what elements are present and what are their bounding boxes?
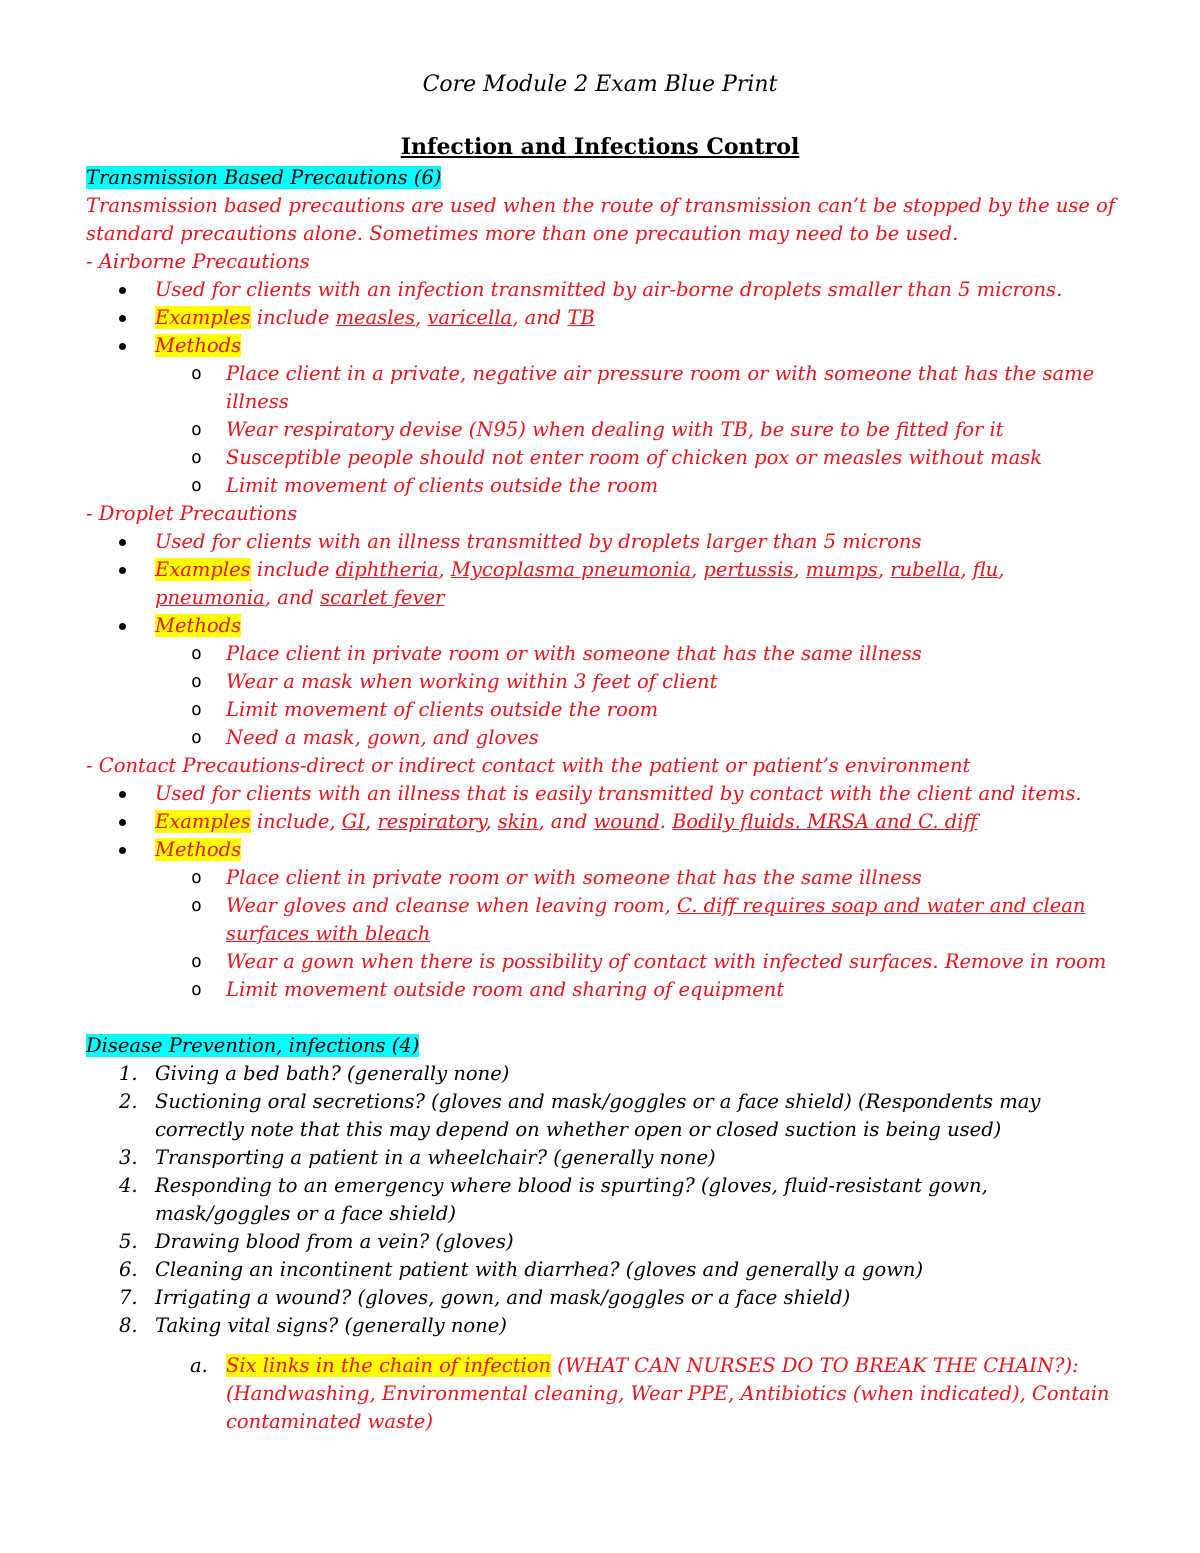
droplet-title: - Droplet Precautions <box>86 502 298 525</box>
contact-methods-list <box>155 864 1126 1004</box>
list-item: 4. Responding to an emergency where blood is spurting? (gloves, fluid-resistant gown, mask/goggles or a face shield) <box>119 1174 988 1225</box>
airborne-title: - Airborne Precautions <box>86 250 310 273</box>
contact-methods: Methods o Place client in private room or with someone that has the same illness o Wear gloves and cleanse when leaving room, C. diff requires soap and water and clean surfaces with bleach o Wear a gown when there is possibility of contact with infected surfaces. Remove in room o Limit movement outside room and sharing of equipment <box>155 836 1126 1004</box>
list-item: o Wear a gown when there is possibility of contact with infected surfaces. Remove in room <box>226 948 1126 976</box>
airborne-methods-list <box>155 360 1126 500</box>
dp-title: Disease Prevention, infections (4) <box>86 1034 420 1057</box>
droplet-examples: Examples include diphtheria, Mycoplasma pneumonia, pertussis, mumps, rubella, flu, pneumonia, and scarlet fever <box>155 556 1126 612</box>
list-item: 6. Cleaning an incontinent patient with diarrhea? (gloves and generally a gown) <box>119 1258 924 1281</box>
droplet-methods: Methods o Place client in private room or with someone that has the same illness o Wear a mask when working within 3 feet of client o Limit movement of clients outside the room o Need a mask, gown, and gloves <box>155 612 1126 752</box>
list-item: o Place client in private room or with someone that has the same illness <box>226 640 1126 668</box>
tbp-intro: Transmission based precautions are used when the route of transmission can’t be stopped by the use of standard precautions alone. Sometimes more than one precaution may need to be used. <box>86 194 1116 245</box>
airborne-list <box>86 276 1126 500</box>
list-item: o Limit movement of clients outside the room <box>226 472 1126 500</box>
airborne-examples: Examples include measles, varicella, and TB <box>155 304 1126 332</box>
list-item: o Need a mask, gown, and gloves <box>226 724 1126 752</box>
tbp-title: Transmission Based Precautions (6) <box>86 166 442 189</box>
list-item: 2. Suctioning oral secretions? (gloves and mask/goggles or a face shield) (Respondents may correctly note that this may depend on whether open or closed suction is being used) <box>119 1090 1041 1141</box>
list-item: o Wear gloves and cleanse when leaving room, C. diff requires soap and water and clean surfaces with bleach <box>226 892 1126 948</box>
droplet-used-for: Used for clients with an illness transmitted by droplets larger than 5 microns <box>155 528 1126 556</box>
contact-used-for: Used for clients with an illness that is easily transmitted by contact with the client and items. <box>155 780 1126 808</box>
dp-list <box>86 1060 1126 1340</box>
list-item: o Wear a mask when working within 3 feet of client <box>226 668 1126 696</box>
contact-list <box>86 780 1126 1004</box>
airborne-methods: Methods o Place client in a private, negative air pressure room or with someone that has the same illness o Wear respiratory devise (N95) when dealing with TB, be sure to be fitted for it o Susceptible people should not enter room of chicken pox or measles without mask o Limit movement of clients outside the room <box>155 332 1126 500</box>
contact-examples: Examples include, GI, respiratory, skin, and wound. Bodily fluids. MRSA and C. diff <box>155 808 1126 836</box>
list-item: 8. Taking vital signs? (generally none) <box>119 1314 507 1337</box>
document-title: Core Module 2 Exam Blue Print <box>422 72 778 97</box>
droplet-methods-list <box>155 640 1126 752</box>
chain-of-infection-item: a. Six links in the chain of infection (WHAT CAN NURSES DO TO BREAK THE CHAIN?): (Handwashing, Environmental cleaning, Wear PPE, Antibiotics (when indicated), Contain contaminated waste) <box>190 1354 1110 1433</box>
list-item: o Susceptible people should not enter room of chicken pox or measles without mask <box>226 444 1126 472</box>
list-item: 7. Irrigating a wound? (gloves, gown, and mask/goggles or a face shield) <box>119 1286 851 1309</box>
list-item: o Wear respiratory devise (N95) when dealing with TB, be sure to be fitted for it <box>226 416 1126 444</box>
droplet-list <box>86 528 1126 752</box>
contact-title: - Contact Precautions-direct or indirect contact with the patient or patient’s environment <box>86 754 971 777</box>
list-item: o Limit movement of clients outside the room <box>226 696 1126 724</box>
list-item: 1. Giving a bed bath? (generally none) <box>119 1062 510 1085</box>
list-item: 5. Drawing blood from a vein? (gloves) <box>119 1230 514 1253</box>
list-item: 3. Transporting a patient in a wheelchair? (generally none) <box>119 1146 716 1169</box>
airborne-used-for: Used for clients with an infection transmitted by air-borne droplets smaller than 5 microns. <box>155 276 1126 304</box>
section-heading: Infection and Infections Control <box>400 134 800 160</box>
document-body <box>86 164 1126 1436</box>
list-item: o Place client in private room or with someone that has the same illness <box>226 864 1126 892</box>
list-item: o Limit movement outside room and sharing of equipment <box>226 976 1126 1004</box>
list-item: o Place client in a private, negative air pressure room or with someone that has the same illness <box>226 360 1126 416</box>
